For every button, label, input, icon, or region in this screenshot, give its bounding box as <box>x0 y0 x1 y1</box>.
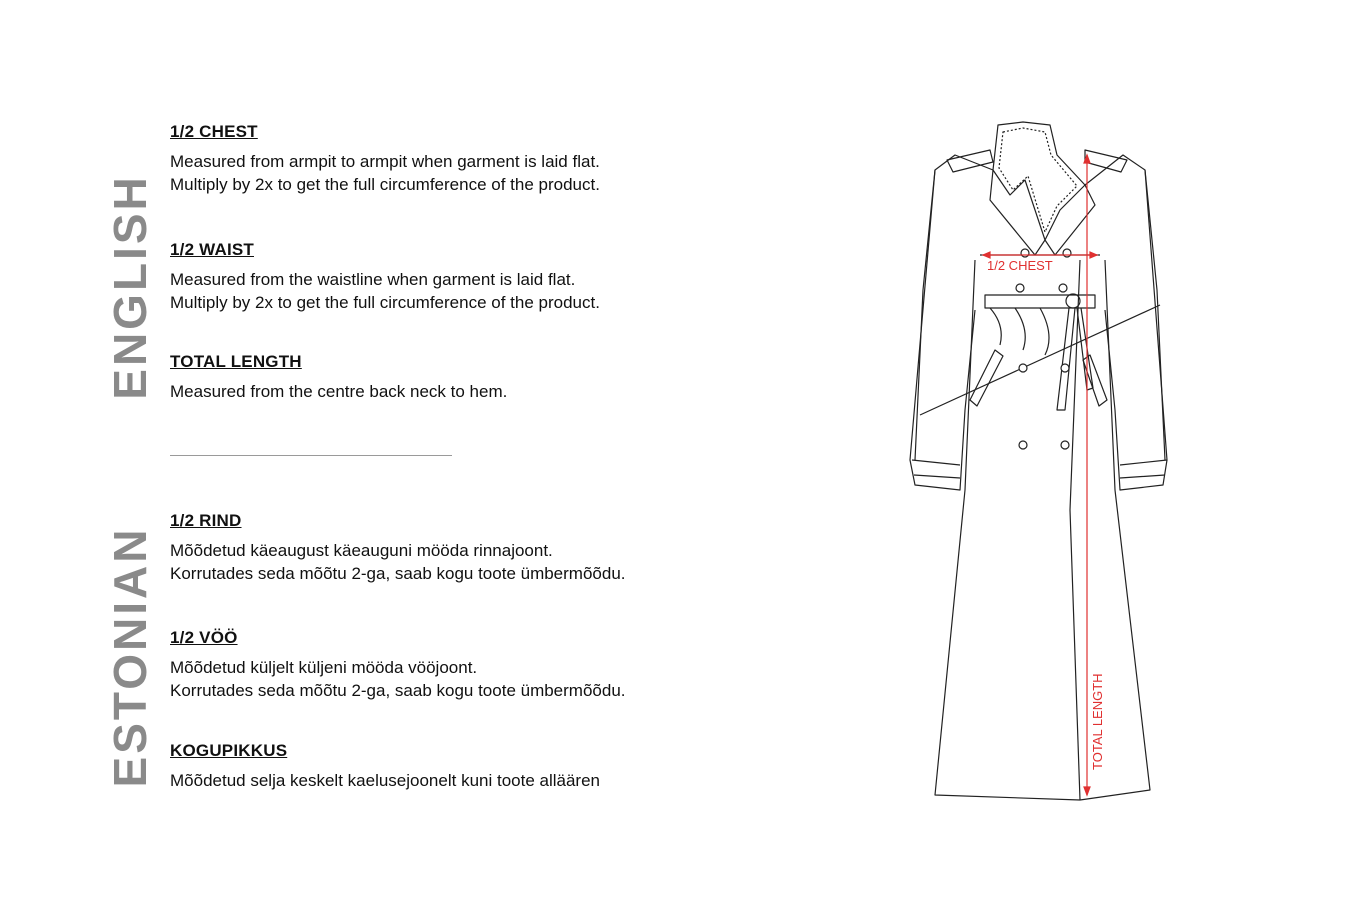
english-chest-line-1: Measured from armpit to armpit when garment is laid flat. <box>170 152 600 171</box>
estonian-waist-line-1: Mõõdetud küljelt küljeni mööda vööjoont. <box>170 658 478 677</box>
length-measure-label: TOTAL LENGTH <box>1090 673 1105 770</box>
estonian-waist-title: 1/2 VÖÖ <box>170 628 238 647</box>
english-chest-title: 1/2 CHEST <box>170 122 258 141</box>
english-length-line-1: Measured from the centre back neck to hem. <box>170 382 508 401</box>
english-section-label: ENGLISH <box>104 174 156 400</box>
english-waist-title: 1/2 WAIST <box>170 240 254 259</box>
estonian-chest-line-2: Korrutades seda mõõtu 2-ga, saab kogu toote ümbermõõdu. <box>170 564 626 583</box>
estonian-length-section <box>170 741 730 792</box>
chest-arrow-right <box>1090 252 1097 258</box>
estonian-length-line-1: Mõõdetud selja keskelt kaelusejoonelt kuni toote alläären <box>170 771 600 790</box>
english-chest-section <box>170 122 730 196</box>
english-waist-line-2: Multiply by 2x to get the full circumference of the product. <box>170 293 600 312</box>
english-waist-section <box>170 240 730 314</box>
english-waist-line-1: Measured from the waistline when garment is laid flat. <box>170 270 576 289</box>
english-length-title: TOTAL LENGTH <box>170 352 302 371</box>
chest-measure-label: 1/2 CHEST <box>987 258 1053 273</box>
estonian-chest-section <box>170 511 730 585</box>
english-chest-line-2: Multiply by 2x to get the full circumference of the product. <box>170 175 600 194</box>
trench-coat-diagram <box>895 110 1185 810</box>
length-arrow-bottom <box>1084 787 1090 795</box>
measurement-lines <box>983 155 1097 795</box>
english-length-section <box>170 352 730 403</box>
estonian-waist-line-2: Korrutades seda mõõtu 2-ga, saab kogu toote ümbermõõdu. <box>170 681 626 700</box>
estonian-length-title: KOGUPIKKUS <box>170 741 288 760</box>
section-divider <box>170 455 452 456</box>
estonian-waist-section <box>170 628 730 702</box>
estonian-chest-title: 1/2 RIND <box>170 511 242 530</box>
coat-outline <box>910 122 1167 800</box>
estonian-section-label: ESTONIAN <box>104 526 156 788</box>
estonian-chest-line-1: Mõõdetud käeaugust käeauguni mööda rinnajoont. <box>170 541 553 560</box>
